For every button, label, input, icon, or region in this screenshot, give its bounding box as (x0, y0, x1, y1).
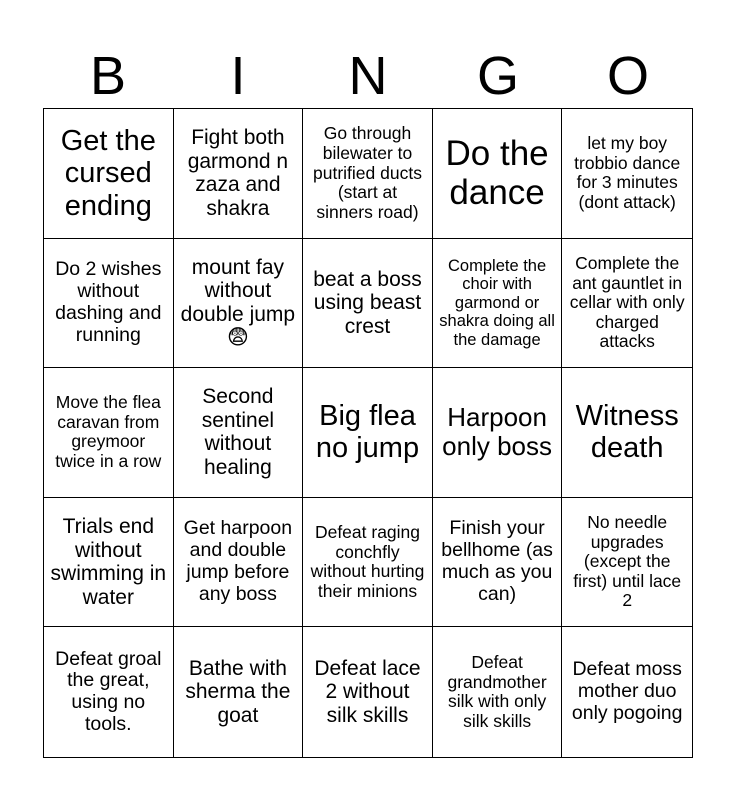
bingo-cell-r3c2[interactable]: Second sentinel without healing (174, 368, 304, 498)
bingo-cell-r2c5[interactable]: Complete the ant gauntlet in cellar with only charged attacks (562, 239, 692, 369)
header-letter-o: O (606, 46, 649, 106)
bingo-cell-r4c5[interactable]: No needle upgrades (except the first) until lace 2 (562, 498, 692, 628)
bingo-cell-r1c3[interactable]: Go through bilewater to putrified ducts (start at sinners road) (303, 109, 433, 239)
bingo-cell-r4c4[interactable]: Finish your bellhome (as much as you can) (433, 498, 563, 628)
header-letter-b: B (89, 46, 127, 106)
bingo-cell-r3c3[interactable]: Big flea no jump (303, 368, 433, 498)
bingo-cell-r5c5[interactable]: Defeat moss mother duo only pogoing (571, 658, 683, 725)
bingo-cell-r2c3[interactable]: beat a boss using beast crest (303, 239, 433, 369)
bingo-cell-r2c2[interactable]: mount fay without double jump😨 (174, 239, 304, 369)
bingo-cell-r1c1[interactable]: Get the cursed ending (44, 109, 174, 239)
bingo-cell-r4c1[interactable]: Trials end without swimming in water (44, 498, 174, 628)
header-letter-n: N (348, 46, 388, 106)
bingo-cell-r1c4[interactable]: Do the dance (433, 109, 563, 239)
bingo-cell-r4c2[interactable]: Get harpoon and double jump before any boss (174, 498, 304, 628)
bingo-cell-r5c1[interactable]: Defeat groal the great, using no tools. (44, 627, 174, 757)
bingo-board (43, 108, 693, 758)
bingo-cell-r5c2[interactable]: Bathe with sherma the goat (174, 627, 304, 757)
bingo-cell-r3c4[interactable]: Harpoon only boss (433, 368, 563, 498)
bingo-cell-r4c3[interactable]: Defeat raging conchfly without hurting their minions (303, 498, 433, 628)
bingo-cell-r3c1[interactable]: Move the flea caravan from greymoor twice in a row (44, 368, 174, 498)
bingo-cell-r1c5[interactable]: let my boy trobbio dance for 3 minutes (dont attack) (562, 109, 692, 239)
bingo-cell-r5c3[interactable]: Defeat lace 2 without silk skills (303, 627, 433, 757)
bingo-cell-r5c4[interactable]: Defeat grandmother silk with only silk skills (433, 627, 563, 757)
bingo-cell-r2c1[interactable]: Do 2 wishes without dashing and running (44, 239, 174, 369)
header-letter-g: G (476, 46, 519, 106)
bingo-cell-r3c5[interactable]: Witness death (562, 368, 692, 498)
header-letter-i: I (230, 46, 246, 106)
bingo-cell-r1c2[interactable]: Fight both garmond n zaza and shakra (174, 109, 304, 239)
bingo-header (43, 44, 693, 108)
bingo-cell-r2c4[interactable]: Complete the choir with garmond or shakra doing all the damage (433, 239, 563, 369)
